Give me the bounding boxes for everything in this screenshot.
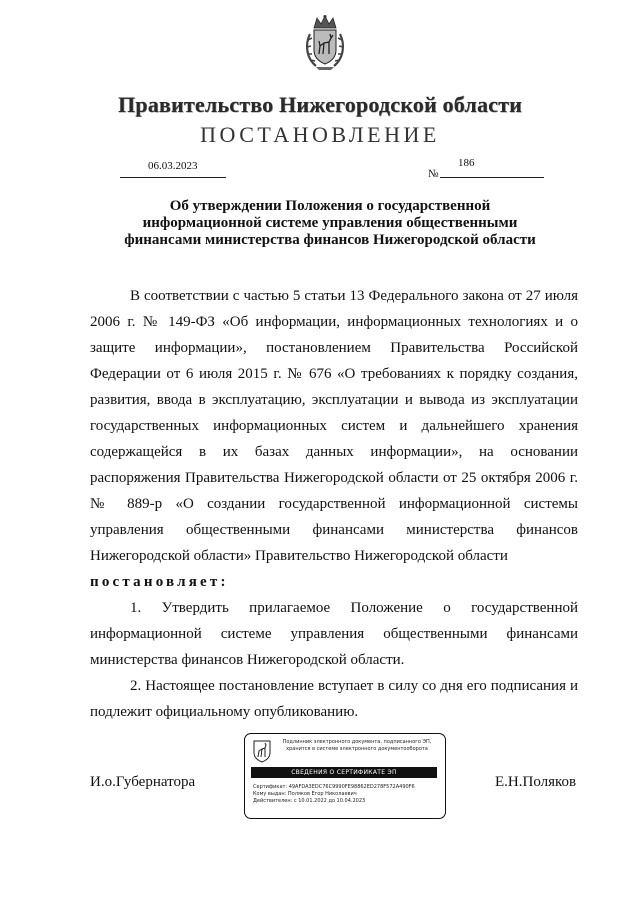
coat-of-arms-emblem xyxy=(304,14,346,72)
deer-emblem-icon xyxy=(252,739,272,763)
item-paragraph: 1. Утвердить прилагаемое Положение о государственной информационной системе управления общественными финансами министерства финансов Нижегородской области. xyxy=(90,600,578,668)
certificate-line: Сертификат: 49AFDA3EDC76C9990FE98862ED278F572A490F6 xyxy=(253,784,415,790)
document-number: 186 xyxy=(458,157,475,169)
resolves-word: постановляет: xyxy=(90,574,229,590)
certificate-info-band: СВЕДЕНИЯ О СЕРТИФИКАТЕ ЭП xyxy=(251,767,437,778)
item-paragraph: 2. Настоящее постановление вступает в силу со дня его подписания и подлежит официальному опубликованию. xyxy=(90,678,578,720)
title-line: финансами министерства финансов Нижегородской области xyxy=(124,232,536,248)
number-sign: № xyxy=(428,168,439,180)
stamp-note: Подлинник электронного документа, подписанного ЭП, хранится в системе электронного документооборота xyxy=(282,739,432,752)
title-line: информационной системе управления общественными xyxy=(142,215,518,231)
document-date: 06.03.2023 xyxy=(148,160,198,172)
document-type: ПОСТАНОВЛЕНИЕ xyxy=(200,122,440,147)
certificate-owner: Кому выдан: Поляков Егор Николаевич xyxy=(253,791,357,797)
resolves-paragraph xyxy=(90,569,578,595)
title-line: Об утверждении Положения о государственной xyxy=(169,198,491,214)
document-title xyxy=(100,198,560,249)
signer-name: Е.Н.Поляков xyxy=(495,774,577,790)
number-underline xyxy=(440,177,544,178)
signer-title: И.о.Губернатора xyxy=(90,774,196,790)
document-body xyxy=(90,283,578,725)
certificate-details xyxy=(253,784,441,805)
date-underline xyxy=(120,177,226,178)
certificate-validity: Действителен: с 10.01.2022 до 10.04.2023 xyxy=(253,798,366,804)
preamble-paragraph: В соответствии с частью 5 статьи 13 Федерального закона от 27 июля 2006 г. № 149-ФЗ «Об информации, информационных технологиях и о защите информации», постановлением Правительства Российской Федерации от 6 июля 2015 г. № 676 «О требованиях к порядку создания, развития, ввода в эксплуатацию, эксплуатации и вывода из эксплуатации государственных информационных систем и дальнейшего хранения содержащейся в их базах данных информации», на основании распоряжения Правительства Нижегородской области от 25 октября 2006 г. № 889-р «О создании государственной информационной системы управления общественными финансами министерства финансов Нижегородской области» Правительство Нижегородской области xyxy=(90,288,578,564)
electronic-signature-stamp xyxy=(244,733,446,819)
government-name: Правительство Нижегородской области xyxy=(117,92,522,117)
